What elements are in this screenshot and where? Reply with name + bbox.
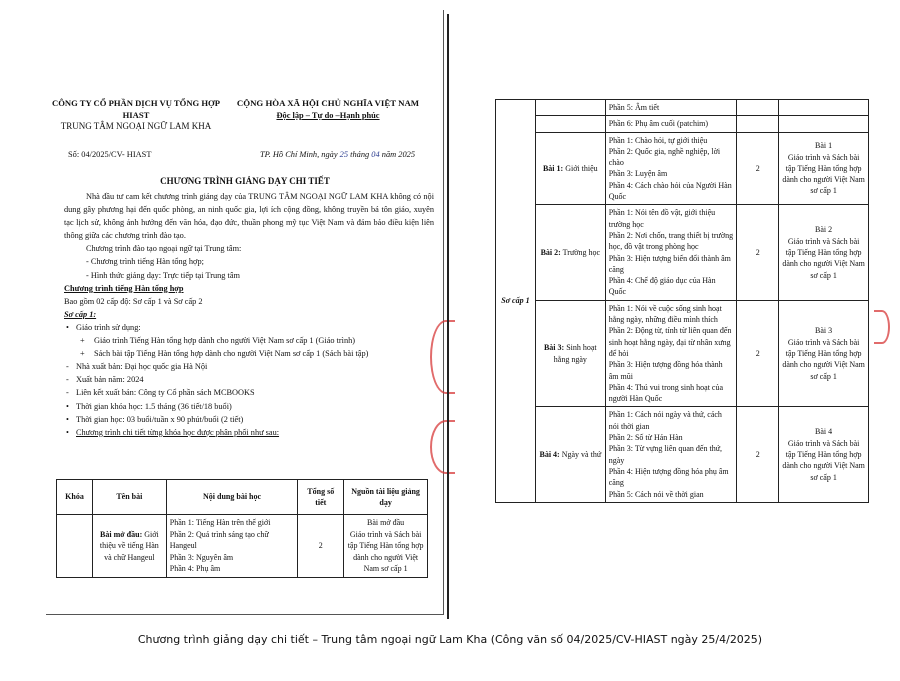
lesson-name-bold: Bài mở đầu: — [100, 529, 143, 539]
commitment-paragraph: Nhà đầu tư cam kết chương trình giảng dạy của TRUNG TÂM NGOẠI NGỮ LAM KHA không có nội dung gây phương hại đến quốc phòng, an ninh quốc gia, lợi ích cộng đồng, không truyền bá tôn giáo, xuyên tạc lịch sử, không ảnh hưởng đến văn hóa, đạo đức, thuần phong mỹ tục Việt Nam và đảm bảo điều kiện liên thông giữa các chương trình đào tạo. — [64, 192, 434, 241]
lesson-name-cell — [92, 515, 166, 578]
schedule-text: • Thời gian học: 03 buổi/tuần x 90 phút/buổi (2 tiết) — [64, 413, 434, 426]
periods-cell: 2 — [737, 132, 779, 205]
textbook-item: + Giáo trình Tiếng Hàn tổng hợp dành cho người Việt Nam sơ cấp 1 (Giáo trình) — [64, 334, 434, 347]
table-row — [496, 407, 869, 502]
lesson-part: Phần 1: Tiếng Hàn trên thế giới — [169, 518, 271, 527]
table-row — [496, 100, 869, 116]
lesson-part: Phần 3: Hiện tượng đồng hóa thành âm mũi — [608, 360, 723, 381]
level-cell — [496, 100, 536, 503]
lesson-name-rest: Ngày và thứ — [561, 449, 602, 459]
date-suffix: năm 2025 — [381, 150, 416, 159]
lesson-part: Phần 3: Hiện tượng biến đổi thành âm căng — [608, 253, 731, 274]
distribution-text: • Chương trình chi tiết từng khóa học được phân phối như sau: — [64, 426, 434, 439]
lesson-name-rest: Giới thiệu — [565, 163, 598, 173]
lesson-part: Phần 2: Động từ, tính từ liên quan đến sinh hoạt hằng ngày, đại từ nhân xưng để hỏi — [608, 326, 732, 358]
levels-text: Bao gồm 02 cấp độ: Sơ cấp 1 và Sơ cấp 2 — [64, 296, 203, 306]
table-row — [496, 205, 869, 300]
level-label: Sơ cấp 1 — [501, 296, 530, 306]
red-stamp-fragment — [874, 310, 890, 344]
table-header: Tổng số tiết — [298, 480, 344, 515]
lesson-part: Phần 2: Quốc gia, nghề nghiệp, lời chào — [608, 146, 721, 168]
level-heading: Sơ cấp 1: — [64, 309, 97, 319]
source-cell: Bài 4 Giáo trình và Sách bài tập Tiếng Hàn tổng hợp dành cho người Việt Nam sơ cấp 1 — [779, 407, 869, 502]
table-header-row — [57, 480, 428, 515]
textbook-item: + Sách bài tập Tiếng Hàn tổng hợp dành cho người Việt Nam sơ cấp 1 (Sách bài tập) — [64, 347, 434, 360]
lesson-name-cell — [535, 132, 605, 205]
lesson-name-bold: Bài 2: — [540, 247, 561, 257]
lesson-part: Phần 4: Hiện tượng đồng hóa phụ âm căng — [608, 466, 729, 488]
lesson-part: Phần 3: Luyện âm — [608, 169, 668, 179]
table-header: Nội dung bài học — [166, 480, 298, 515]
page-edge — [46, 614, 444, 615]
lesson-part: Phần 4: Chế độ giáo dục của Hàn Quốc — [608, 276, 716, 297]
date-mid: tháng — [350, 150, 370, 159]
table-header: Tên bài — [92, 480, 166, 515]
partner-text: - Liên kết xuất bản: Công ty Cổ phần sách MCBOOKS — [64, 386, 434, 399]
table-row — [496, 116, 869, 132]
lesson-name-bold: Bài 4: — [539, 449, 560, 459]
nation-title: CỘNG HÒA XÃ HỘI CHỦ NGHĨA VIỆT NAM — [236, 98, 420, 108]
textbook-label: • Giáo trình sử dụng: — [64, 321, 434, 334]
lesson-name-rest: Giới thiệu về tiếng Hàn và chữ Hangeul — [99, 529, 159, 562]
lesson-name-cell — [535, 205, 605, 300]
lesson-content-cell — [605, 132, 737, 205]
lesson-content-cell — [166, 515, 298, 578]
program-item: - Chương trình tiếng Hàn tổng hợp; — [86, 257, 204, 267]
lesson-name-cell — [535, 407, 605, 502]
program-item: - Hình thức giảng dạy: Trực tiếp tại Trung tâm — [86, 270, 240, 280]
document-body — [64, 190, 434, 439]
table-row — [496, 132, 869, 205]
table-header: Khóa — [57, 480, 93, 515]
program-intro: Chương trình đào tạo ngoại ngữ tại Trung tâm: — [86, 244, 242, 254]
document-title: CHƯƠNG TRÌNH GIẢNG DẠY CHI TIẾT — [160, 176, 330, 186]
lesson-content-cell — [605, 205, 737, 300]
lesson-part: Phần 2: Nơi chốn, trang thiết bị trường học, đồ vật trong phòng học — [608, 230, 734, 252]
lesson-content-cell — [605, 300, 737, 407]
publisher-text: - Nhà xuất bản: Đại học quốc gia Hà Nội — [64, 360, 434, 373]
source-cell: Bài 2 Giáo trình và Sách bài tập Tiếng Hàn tổng hợp dành cho người Việt Nam sơ cấp 1 — [779, 205, 869, 300]
periods-cell — [737, 100, 779, 116]
page-edge — [443, 10, 444, 615]
lesson-part: Phần 1: Cách nói ngày và thứ, cách nói thời gian — [608, 410, 722, 431]
national-header — [234, 98, 422, 121]
organization-header — [52, 98, 220, 133]
lesson-part: Phần 5: Cách nói về thời gian — [608, 489, 704, 499]
periods-cell: 2 — [737, 300, 779, 407]
table-header: Nguồn tài liệu giảng dạy — [344, 480, 428, 515]
periods-cell: 2 — [737, 205, 779, 300]
source-cell — [779, 100, 869, 116]
lesson-name-cell — [535, 300, 605, 407]
org-name: CÔNG TY CỔ PHẦN DỊCH VỤ TỔNG HỢP — [52, 98, 220, 108]
source-cell: Bài mở đầu Giáo trình và Sách bài tập Tiếng Hàn tổng hợp dành cho người Việt Nam sơ cấp 1 — [344, 515, 428, 578]
section-heading: Chương trình tiếng Hàn tổng hợp — [64, 283, 184, 293]
document-page-1 — [46, 10, 444, 615]
lesson-content-cell: Phần 6: Phụ âm cuối (patchim) — [605, 116, 737, 132]
source-cell: Bài 3 Giáo trình và Sách bài tập Tiếng Hàn tổng hợp dành cho người Việt Nam sơ cấp 1 — [779, 300, 869, 407]
periods-cell: 2 — [298, 515, 344, 578]
lesson-part: Phần 2: Quá trình sáng tạo chữ Hangeul — [169, 529, 269, 550]
source-cell — [779, 116, 869, 132]
duration-text: • Thời gian khóa học: 1.5 tháng (36 tiết/18 buổi) — [64, 400, 434, 413]
date-day: 25 — [339, 150, 349, 159]
center-name: TRUNG TÂM NGOẠI NGỮ LAM KHA — [60, 121, 212, 131]
lesson-name-rest: Sinh hoạt hằng ngày — [553, 343, 597, 364]
curriculum-table — [56, 479, 428, 578]
periods-cell: 2 — [737, 407, 779, 502]
lesson-part: Phần 1: Chào hỏi, tự giới thiệu — [608, 135, 708, 145]
lesson-part: Phần 3: Từ vựng liên quan đến thứ, ngày — [608, 444, 723, 465]
lesson-part: Phần 1: Nói về cuộc sống sinh hoạt hằng ngày, những điều mình thích — [608, 303, 722, 325]
periods-cell — [737, 116, 779, 132]
lesson-name-rest: Trường học — [562, 247, 601, 257]
lesson-name-bold: Bài 3: — [543, 343, 565, 353]
image-caption: Chương trình giảng dạy chi tiết – Trung tâm ngoại ngữ Lam Kha (Công văn số 04/2025/CV-HIAST ngày 25/4/2025) — [137, 633, 763, 646]
date-prefix: TP. Hồ Chí Minh, ngày — [260, 150, 338, 159]
lesson-part: Phần 4: Cách chào hỏi của Người Hàn Quốc — [608, 180, 732, 202]
lesson-content-cell — [605, 407, 737, 502]
year-text: - Xuất bản năm: 2024 — [64, 373, 434, 386]
date-month: 04 — [371, 150, 380, 159]
curriculum-table-continued — [495, 99, 869, 503]
lesson-content-cell: Phần 5: Âm tiết — [605, 100, 737, 116]
table-row — [57, 515, 428, 578]
document-date — [260, 150, 415, 159]
nation-motto: Độc lập – Tự do –Hạnh phúc — [276, 110, 380, 120]
table-row — [496, 300, 869, 407]
lesson-name-cell — [535, 116, 605, 132]
lesson-part: Phần 1: Nói tên đồ vật, giới thiệu trường học — [608, 208, 716, 229]
document-page-2 — [455, 10, 883, 615]
source-cell: Bài 1 Giáo trình và Sách bài tập Tiếng Hàn tổng hợp dành cho người Việt Nam sơ cấp 1 — [779, 132, 869, 205]
org-name-2: HIAST — [122, 109, 150, 120]
lesson-name-bold: Bài 1: — [542, 163, 564, 173]
course-cell — [57, 515, 93, 578]
lesson-name-cell — [535, 100, 605, 116]
document-number: Số: 04/2025/CV- HIAST — [68, 150, 152, 159]
lesson-part: Phần 4: Phụ âm — [169, 564, 221, 573]
lesson-part: Phần 4: Thú vui trong sinh hoạt của người Hàn Quốc — [608, 382, 724, 404]
page-divider — [447, 14, 449, 619]
lesson-part: Phần 3: Nguyên âm — [169, 552, 234, 562]
lesson-part: Phần 2: Số từ Hán Hàn — [608, 433, 683, 443]
